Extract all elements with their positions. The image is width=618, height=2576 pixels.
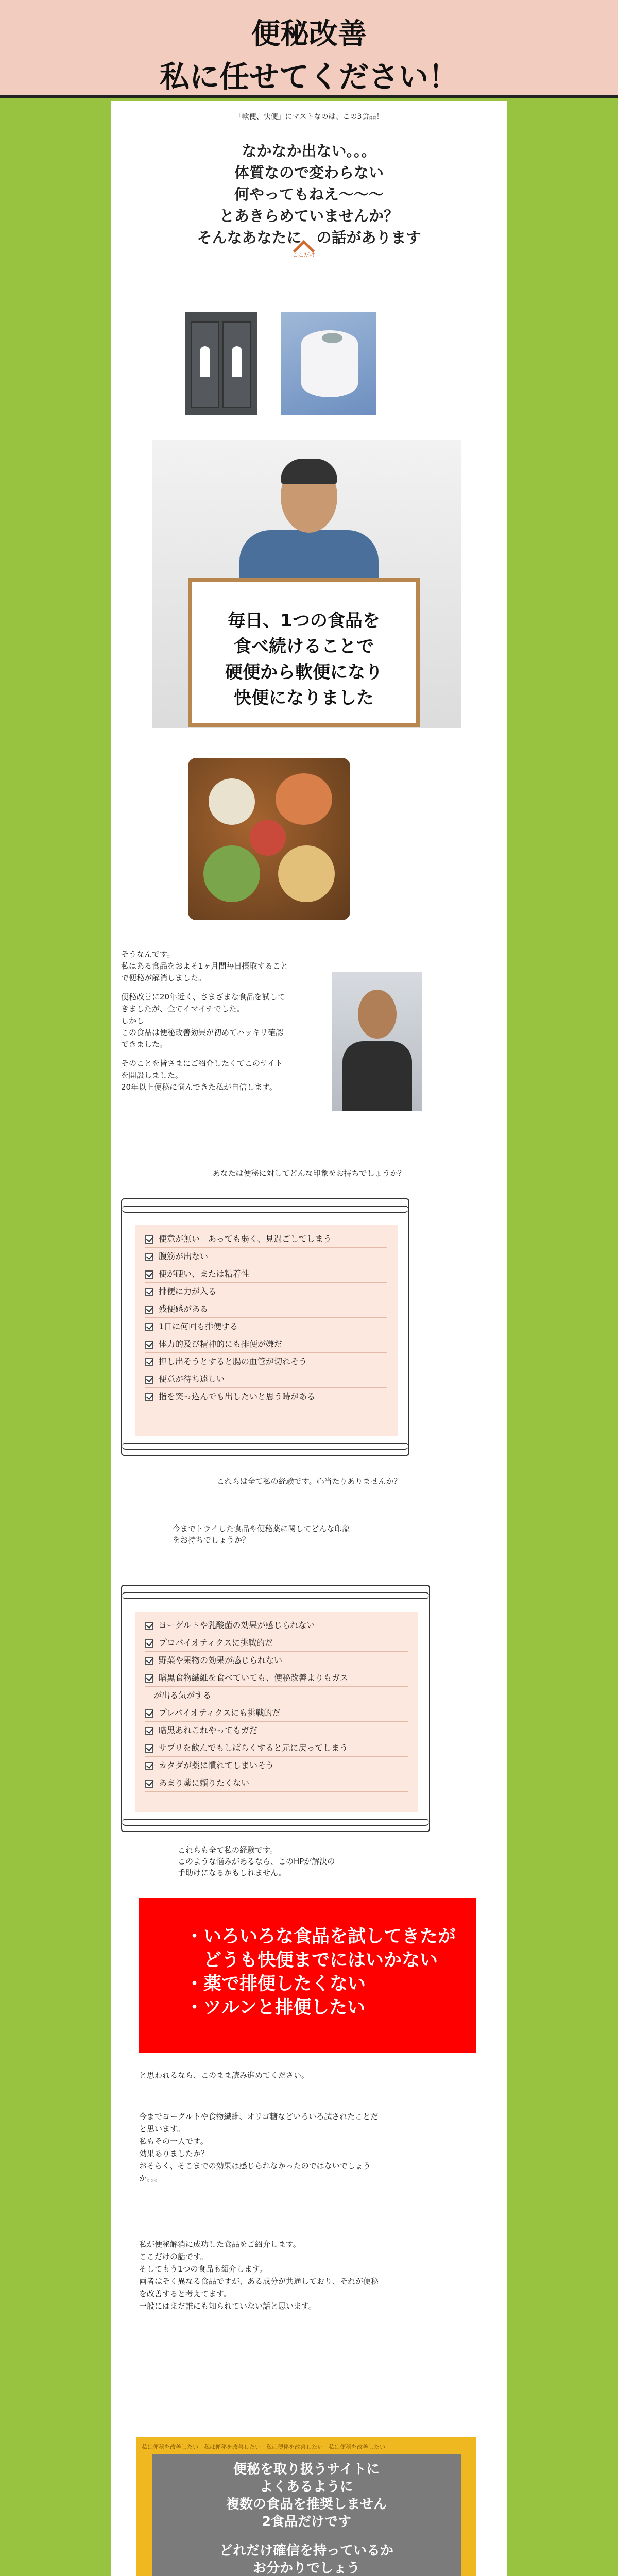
- text-line: 私が便秘解消に成功した食品をご紹介します。: [139, 2240, 301, 2249]
- checkbox-icon: [145, 1288, 153, 1296]
- redbox-line: ・薬で排便したくない: [185, 1974, 366, 1994]
- story-paragraph: [121, 948, 327, 1093]
- notice-line: よくあるように: [259, 2479, 353, 2495]
- checkbox-icon: [145, 1744, 153, 1753]
- list-item: が出る気がする: [145, 1687, 408, 1704]
- notice-line: 複数の食品を推奨しません: [226, 2497, 387, 2512]
- paragraph-4: [139, 2238, 479, 2312]
- man-holding-board-image: [152, 440, 461, 728]
- board-line: 毎日、1つの食品を: [228, 611, 380, 631]
- list-item: プロバイオティクスに挑戦的だ: [145, 1634, 408, 1652]
- toilet-image: [185, 312, 258, 415]
- checkbox-icon: [145, 1727, 153, 1735]
- question-2: [173, 1523, 482, 1546]
- scroll-list-2: [121, 1585, 430, 1832]
- text-line: 私もその一人です。: [139, 2137, 208, 2146]
- checkbox-icon: [145, 1306, 153, 1314]
- board-line: 快便になりました: [234, 688, 374, 708]
- list-item: 指を突っ込んでも出したいと思う時がある: [145, 1388, 387, 1405]
- text-line: を改善すると考えてます。: [139, 2289, 231, 2298]
- list-item: 暗黒食物繊維を食べていても、便秘改善よりもガス: [145, 1669, 408, 1687]
- list-item: 排便に力が入る: [145, 1283, 387, 1300]
- text-line: そうなんです。: [121, 950, 175, 959]
- page-header: [0, 0, 618, 98]
- after-list-2: [178, 1844, 466, 1878]
- after-list-1: これらは全て私の経験です。心当たりありませんか？: [216, 1477, 402, 1486]
- intro-line: 何やってもねえ〜〜〜: [234, 185, 384, 203]
- text-line: 両者はそく異なる食品ですが、ある成分が共通しており、それが便秘: [139, 2277, 379, 2286]
- intro-line: とあきらめていませんか？: [219, 207, 399, 225]
- list-item: 押し出そうとすると腸の血管が切れそう: [145, 1353, 387, 1370]
- list-item: 便が硬い、または粘着性: [145, 1265, 387, 1283]
- notice-line: 2食品だけです: [261, 2514, 352, 2530]
- checkbox-icon: [145, 1270, 153, 1279]
- text-line: そのことを皆さまにご紹介したくてこのサイト: [121, 1059, 283, 1068]
- red-highlight-box: [139, 1898, 476, 2053]
- checkbox-icon: [145, 1341, 153, 1349]
- list-item: 残便感がある: [145, 1300, 387, 1318]
- list-item: あまり薬に頼りたくない: [145, 1774, 408, 1792]
- text-line: 私はある食品をおよそ1ヶ月間毎日摂取すること: [121, 961, 288, 971]
- list-item: 便意が無い あっても弱く、見過ごしてしまう: [145, 1230, 387, 1248]
- roll-hole-icon: [322, 333, 342, 343]
- checkbox-icon: [145, 1622, 153, 1630]
- text-line: 効果ありましたか？: [139, 2149, 209, 2158]
- dish-icon: [276, 773, 332, 825]
- main-content: [111, 101, 507, 2576]
- list-item: 便意が待ち遠しい: [145, 1370, 387, 1388]
- dish-icon: [209, 778, 255, 825]
- text-line: おそらく、そこまでの効果は感じられなかったのではないでしょう: [139, 2161, 371, 2171]
- header-title-line1: 便秘改善: [251, 18, 367, 51]
- scroll-list-1: [121, 1198, 409, 1456]
- text-line: 今までトライした食品や便秘薬に関してどんな印象: [173, 1524, 350, 1533]
- text-line: をお持ちでしょうか？: [173, 1535, 250, 1545]
- checkbox-icon: [145, 1657, 153, 1665]
- text-line: きましたが、全てイマイチでした。: [121, 1004, 245, 1013]
- checkbox-icon: [145, 1762, 153, 1770]
- header-title-line2: 私に任せてください！: [159, 59, 458, 94]
- checkbox-icon: [145, 1323, 153, 1331]
- notice-panel: [152, 2454, 461, 2576]
- scroll-roll-bottom: [122, 1819, 429, 1826]
- list-item: 1日に何回も排便する: [145, 1318, 387, 1335]
- checkbox-icon: [145, 1780, 153, 1788]
- text-line: で便秘が解消しました。: [121, 973, 207, 982]
- author-body: [342, 1041, 412, 1111]
- author-portrait: [332, 972, 422, 1111]
- intro-line: なかなか出ない。。。: [242, 142, 376, 160]
- list-item: ヨーグルトや乳酸菌の効果が感じられない: [145, 1617, 408, 1634]
- redbox-line: どうも快便までにはいかない: [185, 1950, 438, 1971]
- text-line: か。。。: [139, 2174, 163, 2183]
- checkbox-icon: [145, 1393, 153, 1401]
- paragraph-3: [139, 2110, 479, 2184]
- list-item: 野菜や果物の効果が感じられない: [145, 1652, 408, 1669]
- toilet-paper-image: [281, 312, 376, 415]
- list-item: 体力的及び精神的にも排便が嫌だ: [145, 1335, 387, 1353]
- notice-frame: [136, 2437, 476, 2576]
- text-line: このような悩みがあるなら、このHPが解決の: [178, 1857, 335, 1866]
- checklist-2: [135, 1612, 418, 1812]
- dish-icon: [250, 820, 286, 856]
- top-note: 「軟便、快便」にマストなのは、この3食品！: [234, 113, 384, 121]
- intro-text: [111, 140, 507, 248]
- checkbox-icon: [145, 1709, 153, 1718]
- text-line: と思います。: [139, 2124, 185, 2133]
- text-line: 手助けになるかもしれません。: [178, 1868, 286, 1877]
- intro-line: そんなあなたに の話があります: [197, 229, 421, 246]
- question-1: あなたは便秘に対してどんな印象をお持ちでしょうか？: [212, 1168, 406, 1178]
- list-item: 暗黒あれこれやってもガだ: [145, 1722, 408, 1739]
- text-line: ここだけの話です。: [139, 2252, 208, 2261]
- list-item: 腹筋が出ない: [145, 1248, 387, 1265]
- scroll-roll-top: [122, 1592, 429, 1599]
- scroll-roll-top: [122, 1206, 408, 1213]
- intro-line: 体質なので変わらない: [234, 164, 384, 181]
- text-line: 20年以上便秘に悩んできた私が自信します。: [121, 1082, 277, 1092]
- text-line: 便秘改善に20年近く、さまざまな食品を試して: [121, 992, 285, 1002]
- dish-icon: [278, 845, 335, 902]
- text-line: この食品は便秘改善効果が初めてハッキリ確認: [121, 1028, 284, 1037]
- redbox-line: ・いろいろな食品を試してきたが: [185, 1926, 456, 1947]
- dish-icon: [203, 845, 260, 902]
- checkbox-icon: [145, 1253, 153, 1261]
- author-head: [358, 990, 397, 1039]
- board-line: 硬便から軟便になり: [225, 662, 383, 683]
- text-line: 今までヨーグルトや食物繊維、オリゴ糖などいろいろ試されたことだ: [139, 2112, 379, 2121]
- notice-line: 便秘を取り扱うサイトに: [233, 2462, 380, 2477]
- board-line: 食べ続けることで: [234, 636, 374, 657]
- board-text: [192, 608, 416, 711]
- paragraph-2: と思われるなら、このまま読み進めてください。: [139, 2071, 310, 2080]
- text-line: 一般にはまだ誰にも知られていない話と思います。: [139, 2301, 316, 2311]
- notice-line: お分かりでしょう: [252, 2561, 360, 2576]
- message-board: [188, 578, 420, 727]
- list-item: サプリを飲んでもしばらくすると元に戻ってしまう: [145, 1739, 408, 1757]
- checkbox-icon: [145, 1639, 153, 1648]
- checkbox-icon: [145, 1376, 153, 1384]
- woman-sign-icon: [232, 346, 242, 377]
- redbox-line: ・ツルンと排便したい: [185, 1997, 366, 2018]
- text-line: これらも全て私の経験です。: [178, 1845, 278, 1855]
- checkbox-icon: [145, 1674, 153, 1683]
- notice-line: どれだけ確信を持っているか: [219, 2543, 393, 2558]
- checklist-1: [135, 1225, 398, 1436]
- scroll-roll-bottom: [122, 1443, 408, 1450]
- checkbox-icon: [145, 1235, 153, 1244]
- food-plate-image: [188, 758, 350, 920]
- text-line: そしてもう1つの食品も紹介します。: [139, 2264, 267, 2274]
- list-item: カタダが薬に慣れてしまいそう: [145, 1757, 408, 1774]
- frame-edge-top: 私は便秘を改善したい 私は便秘を改善したい 私は便秘を改善したい 私は便秘を改善したい: [142, 2444, 385, 2450]
- text-line: できました。: [121, 1040, 168, 1049]
- text-line: しかし: [121, 1016, 145, 1025]
- text-line: を開設しました。: [121, 1071, 183, 1080]
- checkbox-icon: [145, 1358, 153, 1366]
- koko-label: ここだけ: [293, 251, 315, 258]
- list-item: プレバイオティクスにも挑戦的だ: [145, 1704, 408, 1722]
- man-hair: [281, 459, 337, 484]
- man-sign-icon: [200, 346, 210, 377]
